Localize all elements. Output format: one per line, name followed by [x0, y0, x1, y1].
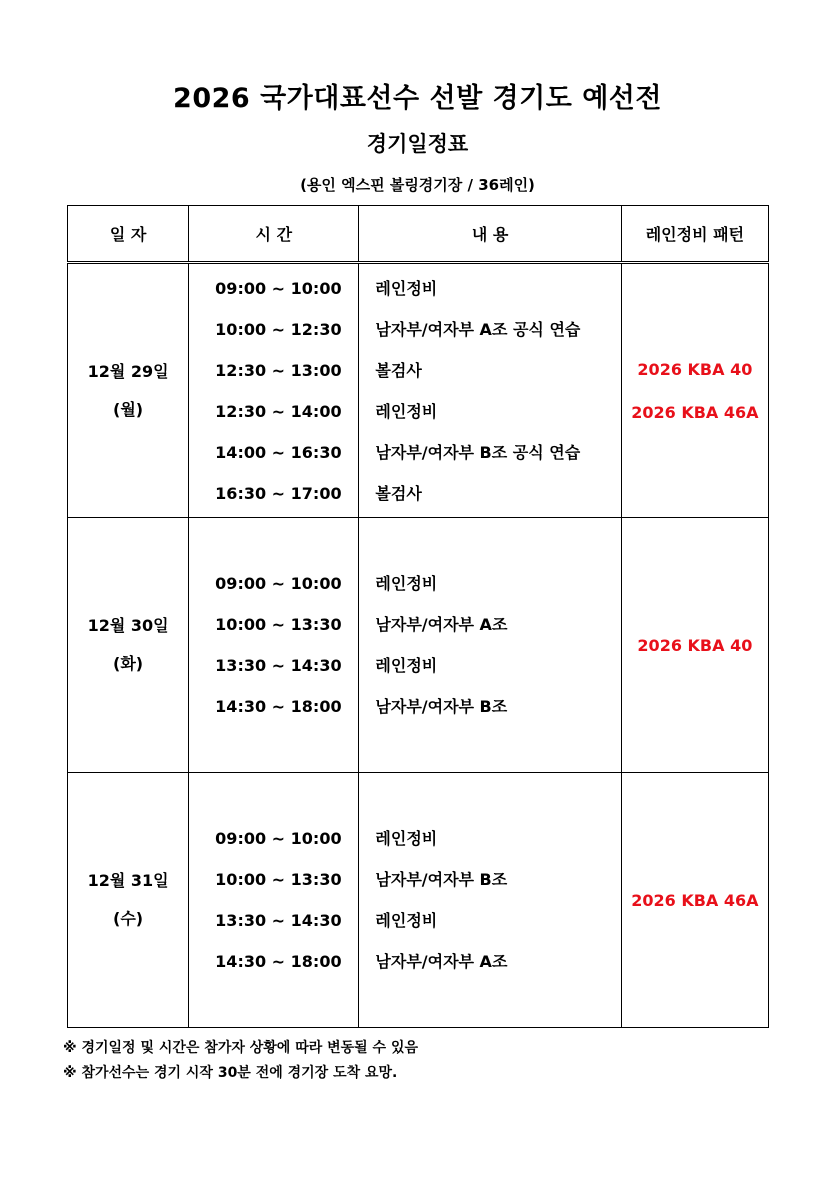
content-item: 남자부/여자부 B조 — [375, 870, 508, 889]
content-item: 볼검사 — [375, 360, 422, 380]
time-slot: 10:00 ~ 12:30 — [215, 319, 342, 339]
time-slot: 09:00 ~ 10:00 — [215, 574, 342, 593]
pattern-label: 2026 KBA 46A — [631, 890, 759, 910]
content-item: 레인정비 — [375, 911, 438, 930]
date-label: 12월 31일 — [87, 871, 169, 890]
time-cell — [189, 773, 359, 1028]
weekday-label: (월) — [113, 399, 144, 419]
pattern-label: 2026 KBA 46A — [631, 402, 759, 422]
header-content: 내 용 — [359, 206, 621, 263]
content-item: 레인정비 — [375, 656, 438, 675]
time-slot: 09:00 ~ 10:00 — [215, 829, 342, 848]
table-row — [68, 518, 769, 773]
content-item: 남자부/여자부 A조 — [375, 615, 508, 634]
header-date: 일 자 — [68, 206, 189, 263]
content-cell — [359, 263, 621, 518]
date-cell — [68, 773, 189, 1028]
date-cell — [68, 518, 189, 773]
date-cell — [68, 263, 189, 518]
weekday-label: (수) — [113, 909, 144, 928]
content-item: 레인정비 — [375, 829, 438, 848]
time-slot: 13:30 ~ 14:30 — [215, 656, 342, 675]
date-label: 12월 29일 — [87, 361, 169, 381]
pattern-cell — [621, 263, 768, 518]
content-item: 레인정비 — [375, 278, 438, 298]
time-slot: 16:30 ~ 17:00 — [215, 483, 342, 503]
table-header-row — [68, 206, 769, 263]
content-item: 남자부/여자부 A조 — [375, 952, 508, 971]
document-title: 2026 국가대표선수 선발 경기도 예선전 — [173, 83, 662, 114]
time-cell — [189, 518, 359, 773]
pattern-cell — [621, 518, 768, 773]
header-time: 시 간 — [189, 206, 359, 263]
time-slot: 13:30 ~ 14:30 — [215, 911, 342, 930]
time-cell — [189, 263, 359, 518]
content-item: 레인정비 — [375, 401, 438, 421]
document-subtitle: 경기일정표 — [366, 132, 469, 156]
content-item: 남자부/여자부 A조 공식 연습 — [375, 319, 581, 339]
time-slot: 10:00 ~ 13:30 — [215, 615, 342, 634]
content-cell — [359, 773, 621, 1028]
notes — [63, 1036, 418, 1086]
note-line: ※ 참가선수는 경기 시작 30분 전에 경기장 도착 요망. — [63, 1065, 398, 1081]
time-slot: 14:00 ~ 16:30 — [215, 442, 342, 462]
pattern-label: 2026 KBA 40 — [637, 359, 753, 379]
time-slot: 12:30 ~ 14:00 — [215, 401, 342, 421]
time-slot: 12:30 ~ 13:00 — [215, 360, 342, 380]
content-item: 볼검사 — [375, 483, 422, 503]
time-slot: 09:00 ~ 10:00 — [215, 278, 342, 298]
content-item: 레인정비 — [375, 574, 438, 593]
note-line: ※ 경기일정 및 시간은 참가자 상황에 따라 변동될 수 있음 — [63, 1040, 419, 1056]
pattern-label: 2026 KBA 40 — [637, 635, 753, 655]
date-label: 12월 30일 — [87, 616, 169, 635]
table-row — [68, 773, 769, 1028]
venue-line: (용인 엑스핀 볼링경기장 / 36레인) — [300, 176, 535, 194]
content-item: 남자부/여자부 B조 — [375, 697, 508, 716]
time-slot: 14:30 ~ 18:00 — [215, 952, 342, 971]
content-item: 남자부/여자부 B조 공식 연습 — [375, 442, 581, 462]
schedule-table — [67, 205, 769, 1028]
time-slot: 14:30 ~ 18:00 — [215, 697, 342, 716]
header-pattern: 레인정비 패턴 — [621, 206, 768, 263]
content-cell — [359, 518, 621, 773]
table-row — [68, 263, 769, 518]
pattern-cell — [621, 773, 768, 1028]
weekday-label: (화) — [113, 654, 144, 673]
time-slot: 10:00 ~ 13:30 — [215, 870, 342, 889]
